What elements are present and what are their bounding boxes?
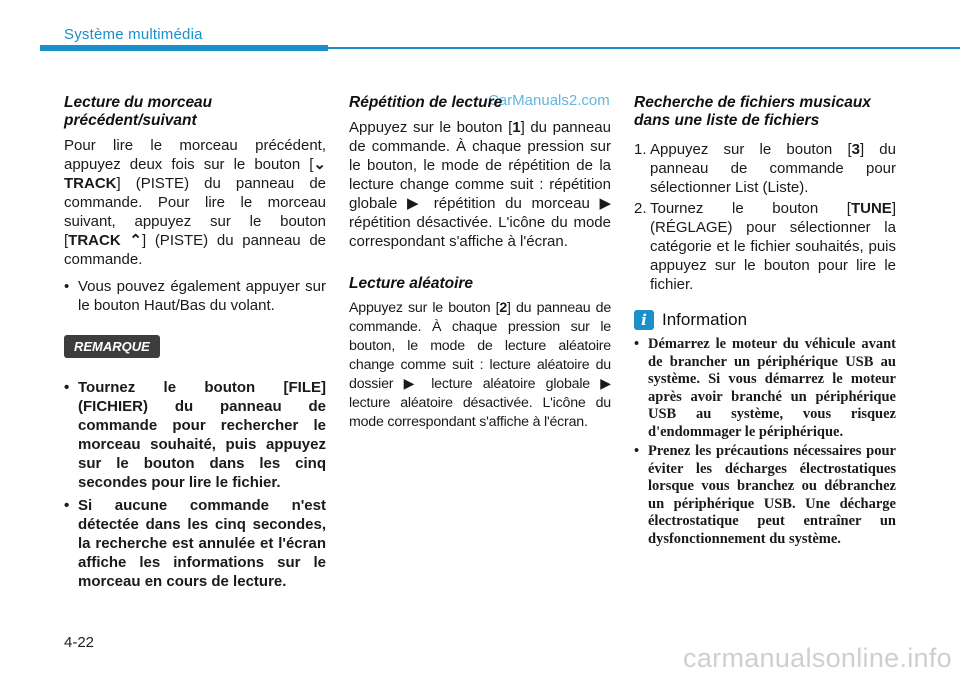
column-left [64, 94, 326, 595]
text: ] (PISTE) du panneau de commande. Pour lire le morceau suivant, appuyez sur le bouton [ [64, 175, 326, 249]
list-item: • Prenez les précautions nécessaires pour éviter les décharges électrostatiques lorsque vous branchez ou débranchez un périphérique USB. Une décharge électrostatique peut entraîner un dysfonctionnement du système. [634, 443, 896, 548]
info-header [634, 310, 896, 330]
text: répétition du morceau [424, 195, 600, 212]
key-label: TUNE [850, 200, 892, 217]
chevron-down-icon: ⌄ [313, 156, 326, 173]
remarque-list [64, 378, 326, 591]
para-repeat [349, 118, 611, 251]
text: Appuyez sur le bouton [ [650, 141, 852, 158]
text: ] du panneau de commande. À chaque pression sur le bouton, le mode de lecture aléatoire change comme suit : lecture aléatoire du dossier [349, 300, 612, 392]
watermark-top[interactable]: CarManuals2.com [488, 92, 610, 109]
para-prev-next [64, 136, 326, 269]
header-accent-bar [40, 45, 328, 51]
header-rule [328, 47, 960, 49]
chevron-up-icon: ⌃ [129, 232, 142, 249]
key-label: 1 [512, 119, 521, 136]
track-label: TRACK [68, 232, 121, 249]
arrow-right-icon: ▶ [600, 376, 611, 392]
text: ] du panneau de commande. À chaque pression sur le bouton, le mode de répétition de la lecture change comme suit : répétition globale [349, 119, 611, 212]
info-icon: i [634, 310, 654, 330]
text: ] du panneau de commande pour sélectionner List (Liste). [650, 141, 896, 196]
para-shuffle [349, 299, 611, 432]
list-item: • Démarrez le moteur du véhicule avant de brancher un périphérique USB au système. Si vous démarrez le moteur après avoir branché un périphérique USB au système, vous risquez d'endommager le périphérique. [634, 336, 896, 441]
list-item [634, 199, 896, 294]
heading-shuffle: Lecture aléatoire [349, 275, 474, 292]
heading-repeat: Répétition de lecture [349, 94, 503, 111]
heading-prev-next: Lecture du morceau précédent/suivant [64, 94, 213, 129]
steps-list [634, 140, 896, 294]
arrow-right-icon: ▶ [403, 376, 421, 392]
bullet-list [64, 277, 326, 315]
watermark-bottom[interactable]: carmanualsonline.info [683, 643, 952, 673]
remarque-badge: REMARQUE [64, 335, 160, 358]
info-list [634, 336, 896, 548]
key-label: 2 [499, 300, 508, 316]
column-right [634, 94, 896, 550]
track-label: TRACK [64, 175, 117, 192]
list-item [634, 140, 896, 197]
page-number: 4-22 [64, 634, 95, 651]
arrow-right-icon: ▶ [407, 195, 425, 212]
arrow-right-icon: ▶ [599, 195, 612, 212]
list-item: • Si aucune commande n'est détectée dans les cinq secondes, la recherche est annulée et l'écran affiche les informations sur le morceau en cours de lecture. [64, 496, 326, 591]
text: Appuyez sur le bouton [ [349, 119, 513, 136]
step-number: 2. [634, 200, 647, 217]
column-middle [349, 94, 611, 432]
list-item: • Vous pouvez également appuyer sur le bouton Haut/Bas du volant. [64, 277, 326, 315]
text: ] (PISTE) du panneau de commande. [64, 232, 327, 268]
text: Tournez le bouton [ [650, 200, 851, 217]
text: Appuyez sur le bouton [ [349, 300, 500, 316]
info-title: Information [662, 310, 748, 329]
text: répétition désactivée. L'icône du mode correspondant s'affiche à l'écran. [349, 214, 611, 250]
text: lecture aléatoire globale [420, 376, 601, 392]
heading-file-search: Recherche de fichiers musicaux dans une liste de fichiers [634, 94, 871, 129]
step-number: 1. [634, 141, 647, 158]
section-title: Système multimédia [64, 26, 203, 43]
key-label: 3 [851, 141, 860, 158]
text: lecture aléatoire désactivée. L'icône du mode correspondant s'affiche à l'écran. [349, 395, 611, 430]
text: Pour lire le morceau précédent, appuyez deux fois sur le bouton [ [64, 137, 326, 173]
list-item: • Tournez le bouton [FILE] (FICHIER) du panneau de commande pour rechercher le morceau souhaité, puis appuyez sur le bouton dans les cinq secondes pour lire le fichier. [64, 378, 326, 492]
text: ] (RÉGLAGE) pour sélectionner la catégorie et le fichier souhaités, puis appuyez sur le bouton pour lire le fichier. [650, 200, 896, 293]
